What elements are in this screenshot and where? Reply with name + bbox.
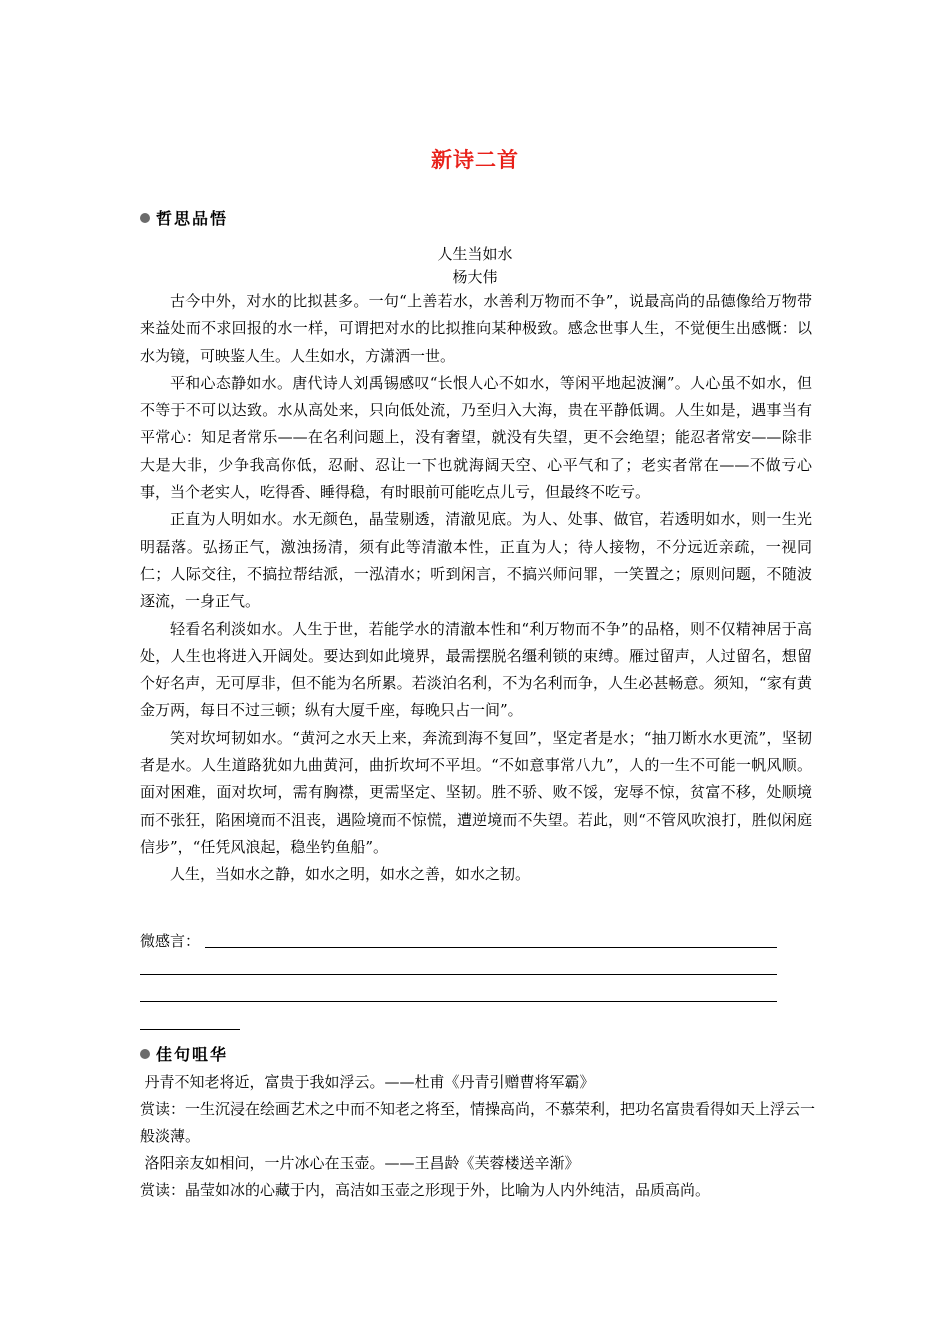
essay-paragraph: 笑对坎坷韧如水。“黄河之水天上来，奔流到海不复回”，坚定者是水；“抽刀断水水更流”，坚韧者是水。人生道路犹如九曲黄河，曲折坎坷不平坦。“不如意事常八九”，人的一生不可能一帆风顺。面对困难，面对坎坷，需有胸襟，更需坚定、坚韧。胜不骄、败不馁，宠辱不惊，贫富不移，处顺境而不张狂，陷困境而不沮丧，遇险境而不惊慌，遭逆境而不失望。若此，则“不管风吹浪打，胜似闲庭信步”，“任凭风浪起，稳坐钓鱼船”。	[140, 728, 812, 856]
essay-paragraph: 正直为人明如水。水无颜色，晶莹剔透，清澈见底。为人、处事、做官，若透明如水，则一生光明磊落。弘扬正气，激浊扬清，须有此等清澈本性，正直为人；待人接物，不分远近亲疏，一视同仁；人际交往，不搞拉帮结派，一泓清水；听到闲言，不搞兴师问罪，一笑置之；原则问题，不随波逐流，一身正气。	[140, 510, 812, 611]
essay-title: 人生当如水	[437, 245, 513, 263]
section-divider	[140, 1029, 240, 1030]
feeling-label: 微感言：	[140, 932, 201, 950]
bullet-icon	[140, 213, 150, 223]
page-title: 新诗二首	[431, 148, 519, 172]
essay-paragraph: 古今中外，对水的比拟甚多。一句“上善若水，水善利万物而不争”，说最高尚的品德像给万物带来益处而不求回报的水一样，可谓把对水的比拟推向某种极致。感念世事人生，不觉便生出感慨：以水为镜，可映鉴人生。人生如水，方潇洒一世。	[140, 292, 812, 365]
section-heading-quotes	[140, 1042, 228, 1065]
answer-line[interactable]	[140, 974, 777, 975]
answer-line[interactable]	[205, 947, 777, 948]
quote-comment: 赏读：晶莹如冰的心藏于内，高洁如玉壶之形现于外，比喻为人内外纯洁，品质高尚。	[140, 1181, 711, 1199]
essay-paragraph: 人生，当如水之静，如水之明，如水之善，如水之韧。	[170, 865, 531, 884]
essay-author: 杨大伟	[452, 268, 498, 286]
section-heading-label: 哲思品悟	[156, 209, 229, 228]
bullet-icon	[140, 1049, 150, 1059]
answer-line[interactable]	[140, 1001, 777, 1002]
quote-comment: 赏读：一生沉浸在绘画艺术之中而不知老之将至，情操高尚，不慕荣利，把功名富贵看得如天上浮云一般淡薄。	[140, 1100, 816, 1145]
section-heading-philosophy	[140, 206, 228, 229]
section-heading-label: 佳句咀华	[156, 1045, 229, 1064]
quote-line: 洛阳亲友如相问，一片冰心在玉壶。——王昌龄《芙蓉楼送辛渐》	[144, 1154, 580, 1172]
essay-body	[140, 288, 812, 889]
quotes-section	[140, 1069, 820, 1204]
quote-line: 丹青不知老将近，富贵于我如浮云。——杜甫《丹青引赠曹将军霸》	[144, 1073, 595, 1091]
essay-paragraph: 轻看名利淡如水。人生于世，若能学水的清澈本性和“利万物而不争”的品格，则不仅精神居于高处，人生也将进入开阔处。要达到如此境界，最需摆脱名缰利锁的束缚。雁过留声，人过留名，想留个好名声，无可厚非，但不能为名所累。若淡泊名利，不为名利而争，人生必甚畅意。须知，“家有黄金万两，每日不过三顿；纵有大厦千座，每晚只占一间”。	[140, 619, 812, 720]
essay-paragraph: 平和心态静如水。唐代诗人刘禹锡感叹“长恨人心不如水，等闲平地起波澜”。人心虽不如水，但不等于不可以达致。水从高处来，只向低处流，乃至归入大海，贵在平静低调。人生如是，遇事当有平常心：知足者常乐——在名利问题上，没有奢望，就没有失望，更不会绝望；能忍者常安——除非大是大非，少争我高你低，忍耐、忍让一下也就海阔天空、心平气和了；老实者常在——不做亏心事，当个老实人，吃得香、睡得稳，有时眼前可能吃点儿亏，但最终不吃亏。	[140, 373, 812, 502]
